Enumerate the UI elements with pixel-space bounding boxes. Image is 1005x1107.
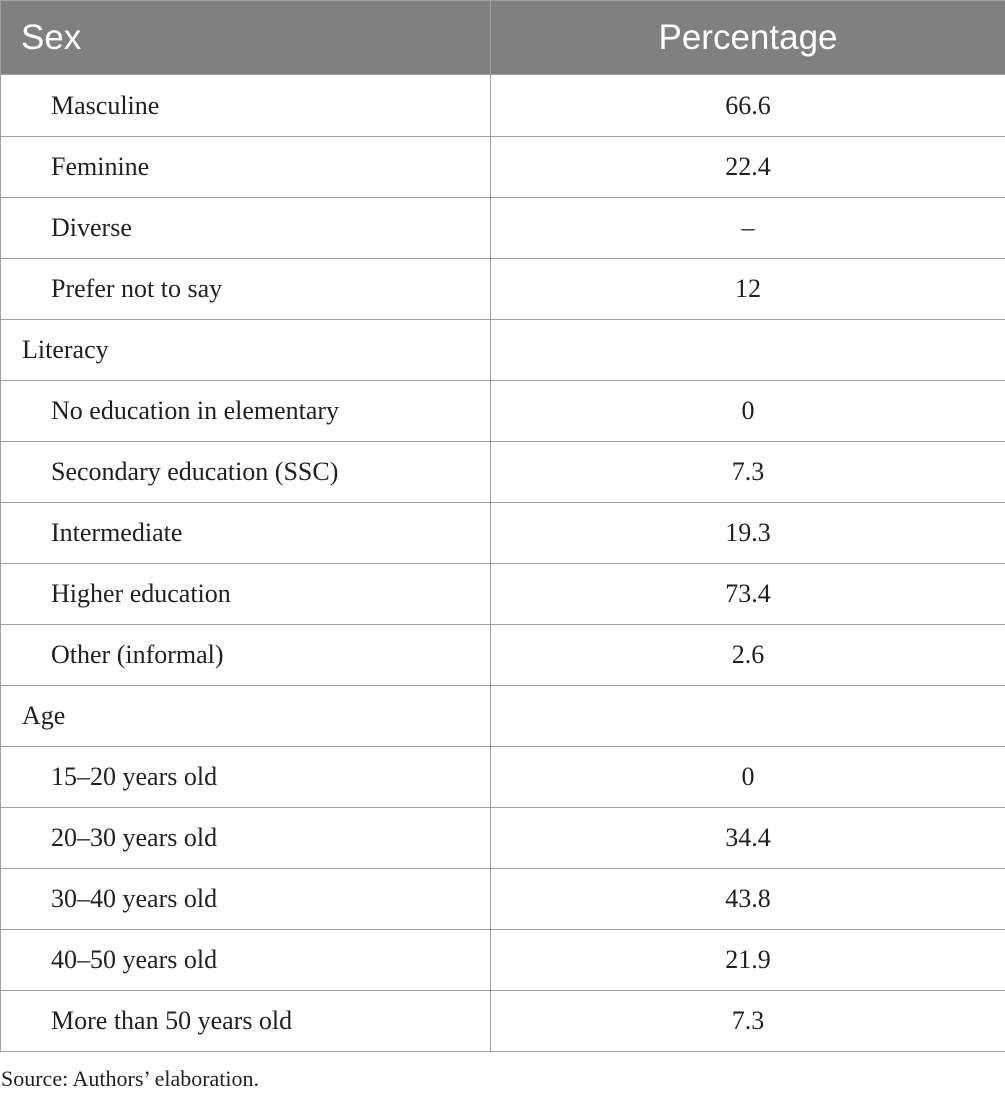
row-label: Intermediate (1, 503, 491, 564)
row-percentage (491, 686, 1005, 747)
row-label: More than 50 years old (1, 991, 491, 1052)
row-percentage: 12 (491, 259, 1005, 320)
header-percentage: Percentage (491, 1, 1005, 75)
source-note: Source: Authors’ elaboration. (1, 1066, 260, 1091)
row-percentage: 0 (491, 381, 1005, 442)
row-percentage (491, 320, 1005, 381)
row-percentage: 7.3 (491, 991, 1005, 1052)
table-row (1, 991, 1005, 1052)
row-percentage: 43.8 (491, 869, 1005, 930)
table-row (1, 137, 1005, 198)
row-label: Diverse (1, 198, 491, 259)
table-row (1, 198, 1005, 259)
row-percentage: 73.4 (491, 564, 1005, 625)
row-label: 40–50 years old (1, 930, 491, 991)
header-row (1, 1, 1005, 75)
row-percentage: 2.6 (491, 625, 1005, 686)
row-percentage: 21.9 (491, 930, 1005, 991)
group-label: Literacy (1, 320, 491, 381)
group-label: Age (1, 686, 491, 747)
row-percentage: 66.6 (491, 75, 1005, 137)
table-row (1, 564, 1005, 625)
table-row (1, 625, 1005, 686)
table-body (1, 75, 1005, 1052)
row-label: Prefer not to say (1, 259, 491, 320)
row-percentage: – (491, 198, 1005, 259)
row-label: No education in elementary (1, 381, 491, 442)
group-row (1, 320, 1005, 381)
row-percentage: 0 (491, 747, 1005, 808)
row-label: Secondary education (SSC) (1, 442, 491, 503)
row-label: 30–40 years old (1, 869, 491, 930)
table-row (1, 869, 1005, 930)
table-row (1, 808, 1005, 869)
row-label: Feminine (1, 137, 491, 198)
row-percentage: 7.3 (491, 442, 1005, 503)
row-percentage: 34.4 (491, 808, 1005, 869)
row-percentage: 19.3 (491, 503, 1005, 564)
table-row (1, 747, 1005, 808)
table-row (1, 75, 1005, 137)
table-header (1, 1, 1005, 75)
row-label: 20–30 years old (1, 808, 491, 869)
row-label: 15–20 years old (1, 747, 491, 808)
table-row (1, 259, 1005, 320)
table-row (1, 503, 1005, 564)
table-row (1, 442, 1005, 503)
row-label: Other (informal) (1, 625, 491, 686)
row-label: Masculine (1, 75, 491, 137)
header-sex: Sex (1, 1, 491, 75)
row-percentage: 22.4 (491, 137, 1005, 198)
group-row (1, 686, 1005, 747)
table-row (1, 381, 1005, 442)
row-label: Higher education (1, 564, 491, 625)
table-row (1, 930, 1005, 991)
